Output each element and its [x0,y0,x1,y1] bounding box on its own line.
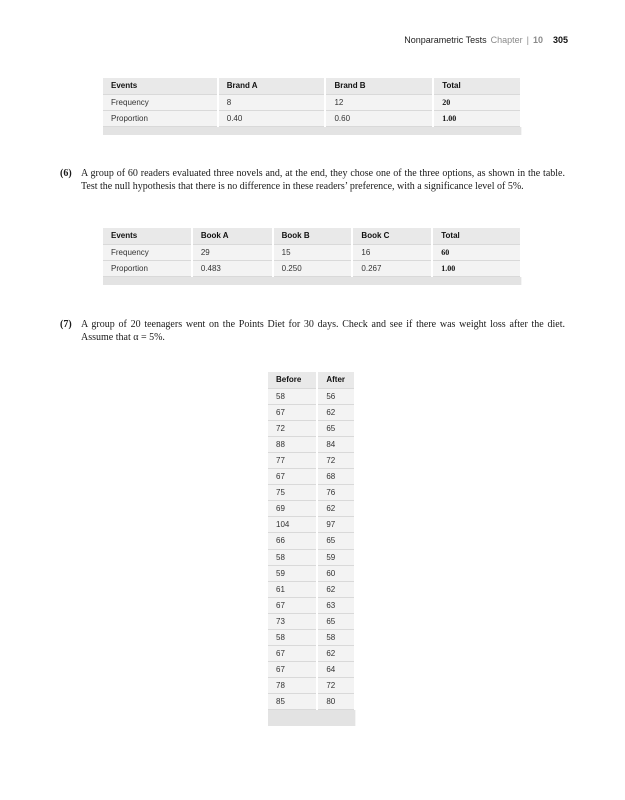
table-cell: 60 [317,565,355,581]
table-cell: 63 [317,597,355,613]
problem-number: (6) [60,168,72,179]
table-cell: 72 [317,678,355,694]
column-header: Book B [273,228,353,244]
table-row [268,452,355,468]
table-cell: 84 [317,436,355,452]
table-row [268,646,355,662]
table-cell: 72 [317,452,355,468]
table-cell: 64 [317,662,355,678]
header-topic: Nonparametric Tests [404,35,487,45]
table-row [268,581,355,597]
table-row [268,533,355,549]
problem-text: A group of 20 teenagers went on the Points Diet for 30 days. Check and see if there was weight loss after the diet. Assume that α = 5%. [81,319,565,343]
table-row [268,517,355,533]
table-cell: 73 [268,613,317,629]
table-cell: 58 [268,630,317,646]
table-cell: 20 [433,94,521,110]
column-header: Book A [192,228,273,244]
table-row [268,694,355,710]
table-row [268,436,355,452]
table-header-row [268,372,355,388]
book-frequency-table [103,228,522,285]
table-cell: 67 [268,662,317,678]
table-cell: 62 [317,404,355,420]
table-row [103,110,521,126]
header-chapter-label: Chapter [490,35,523,45]
table-cell: 80 [317,694,355,710]
table-cell: Frequency [103,94,218,110]
column-header: Total [433,78,521,94]
problem-number: (7) [60,319,72,330]
table-header-row [103,78,521,94]
table-cell: 56 [317,388,355,404]
table-footer-bar [268,710,355,726]
table-row [268,597,355,613]
column-header: Events [103,78,218,94]
problem-6 [60,168,565,193]
table-cell: 61 [268,581,317,597]
table-row [268,485,355,501]
table-cell: 88 [268,436,317,452]
table-row [268,501,355,517]
table-cell: 67 [268,469,317,485]
table-row [268,549,355,565]
running-header [404,35,568,45]
table-cell: 72 [268,420,317,436]
table-cell: 69 [268,501,317,517]
column-header: Total [432,228,521,244]
table-row [268,469,355,485]
table-cell: 62 [317,501,355,517]
table-cell: 59 [317,549,355,565]
table-row [268,420,355,436]
header-separator: | [526,35,529,45]
table-cell: 65 [317,613,355,629]
problem-text: A group of 60 readers evaluated three novels and, at the end, they chose one of the three options, as shown in the table. Test the null hypothesis that there is no difference in these readers’ preference, with a significance level of 5%. [81,168,565,192]
table-cell: 67 [268,404,317,420]
table-footer-bar [103,126,521,135]
column-header: Brand B [325,78,433,94]
table-cell: 58 [268,388,317,404]
problem-7 [60,319,565,344]
header-chapter-number: 10 [532,35,543,45]
table-cell: 1.00 [432,260,521,276]
table-cell: 12 [325,94,433,110]
table-row [103,244,521,260]
table-cell: 77 [268,452,317,468]
table-header-row [103,228,521,244]
column-header: After [317,372,355,388]
table-cell: 76 [317,485,355,501]
table-row [268,662,355,678]
column-header: Book C [352,228,432,244]
table-cell: 104 [268,517,317,533]
table-cell: 66 [268,533,317,549]
table-cell: 15 [273,244,353,260]
table-row [268,404,355,420]
column-header: Before [268,372,317,388]
table-cell: 62 [317,646,355,662]
table-cell: 8 [218,94,326,110]
table-cell: Frequency [103,244,192,260]
table-cell: 0.267 [352,260,432,276]
brand-frequency-table [103,78,522,135]
table-cell: 59 [268,565,317,581]
table-cell: 78 [268,678,317,694]
table-row [103,94,521,110]
table-row [268,630,355,646]
table-cell: 0.250 [273,260,353,276]
page-number: 305 [552,35,568,45]
column-header: Brand A [218,78,326,94]
table-cell: 0.60 [325,110,433,126]
table-cell: 60 [432,244,521,260]
table-cell: 97 [317,517,355,533]
table-cell: 0.483 [192,260,273,276]
table-cell: 58 [268,549,317,565]
table-cell: Proportion [103,260,192,276]
table-footer-bar [103,276,521,285]
table-cell: 65 [317,533,355,549]
table-cell: 85 [268,694,317,710]
table-cell: 1.00 [433,110,521,126]
table-cell: 16 [352,244,432,260]
table-row [268,613,355,629]
table-cell: Proportion [103,110,218,126]
table-cell: 29 [192,244,273,260]
column-header: Events [103,228,192,244]
table-cell: 68 [317,469,355,485]
table-cell: 62 [317,581,355,597]
table-row [103,260,521,276]
table-row [268,678,355,694]
before-after-weight-table [268,372,356,726]
table-cell: 67 [268,646,317,662]
table-row [268,565,355,581]
table-cell: 75 [268,485,317,501]
table-cell: 58 [317,630,355,646]
table-cell: 65 [317,420,355,436]
table-cell: 0.40 [218,110,326,126]
table-cell: 67 [268,597,317,613]
table-row [268,388,355,404]
